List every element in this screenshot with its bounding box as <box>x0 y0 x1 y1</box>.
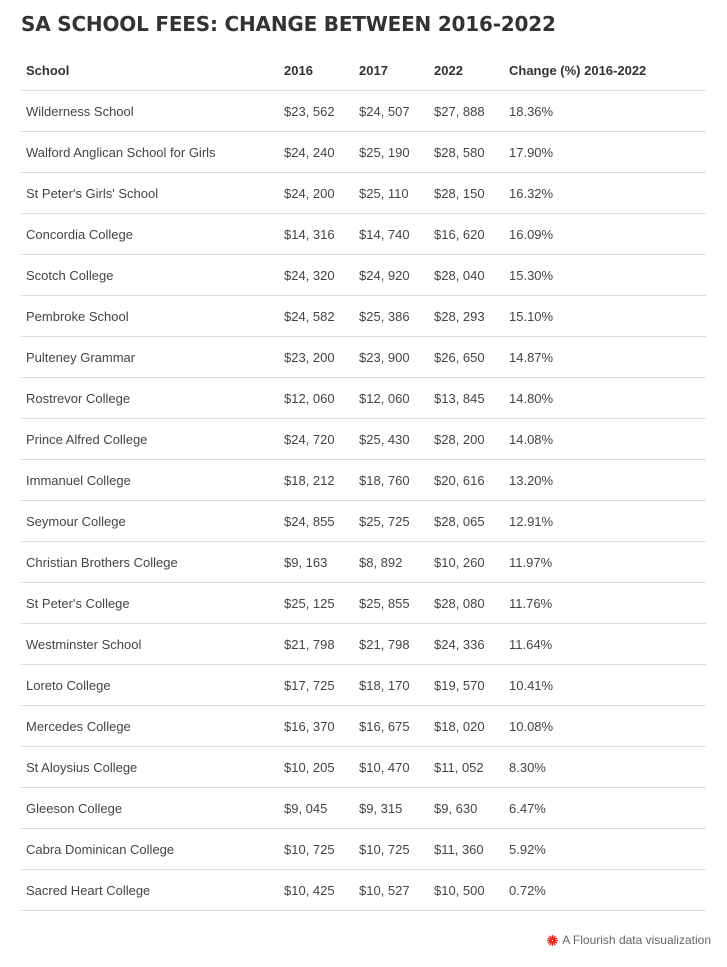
table-row <box>21 665 706 706</box>
fee-2016-cell: $24, 240 <box>279 132 354 173</box>
school-name-cell: Concordia College <box>21 214 279 255</box>
table-row <box>21 870 706 911</box>
table-row <box>21 501 706 542</box>
school-name-cell: Walford Anglican School for Girls <box>21 132 279 173</box>
fee-2017-cell: $18, 170 <box>354 665 429 706</box>
fee-2016-cell: $18, 212 <box>279 460 354 501</box>
fee-2022-cell: $16, 620 <box>429 214 504 255</box>
school-name-cell: Pulteney Grammar <box>21 337 279 378</box>
flourish-logo-icon <box>547 935 558 946</box>
fees-table <box>21 50 706 911</box>
fee-2016-cell: $14, 316 <box>279 214 354 255</box>
fee-2016-cell: $23, 562 <box>279 91 354 132</box>
fee-2016-cell: $24, 582 <box>279 296 354 337</box>
change-percent-cell: 10.08% <box>504 706 706 747</box>
change-percent-cell: 14.08% <box>504 419 706 460</box>
school-name-cell: St Peter's College <box>21 583 279 624</box>
fee-2016-cell: $25, 125 <box>279 583 354 624</box>
table-row <box>21 747 706 788</box>
column-header-change: Change (%) 2016-2022 <box>504 50 706 91</box>
fee-2017-cell: $24, 920 <box>354 255 429 296</box>
fee-2022-cell: $28, 080 <box>429 583 504 624</box>
column-header-2017: 2017 <box>354 50 429 91</box>
table-row <box>21 460 706 501</box>
fee-2017-cell: $9, 315 <box>354 788 429 829</box>
school-name-cell: Seymour College <box>21 501 279 542</box>
fee-2017-cell: $24, 507 <box>354 91 429 132</box>
change-percent-cell: 11.97% <box>504 542 706 583</box>
fee-2017-cell: $25, 190 <box>354 132 429 173</box>
fee-2022-cell: $28, 580 <box>429 132 504 173</box>
school-name-cell: Immanuel College <box>21 460 279 501</box>
fee-2017-cell: $25, 725 <box>354 501 429 542</box>
table-row <box>21 583 706 624</box>
fee-2016-cell: $12, 060 <box>279 378 354 419</box>
school-name-cell: Rostrevor College <box>21 378 279 419</box>
school-name-cell: Westminster School <box>21 624 279 665</box>
fee-2022-cell: $18, 020 <box>429 706 504 747</box>
table-row <box>21 91 706 132</box>
table-row <box>21 214 706 255</box>
attribution-text: A Flourish data visualization <box>562 933 711 947</box>
fee-2017-cell: $25, 110 <box>354 173 429 214</box>
school-name-cell: Prince Alfred College <box>21 419 279 460</box>
table-body <box>21 91 706 911</box>
fee-2016-cell: $9, 163 <box>279 542 354 583</box>
fee-2022-cell: $11, 360 <box>429 829 504 870</box>
table-row <box>21 337 706 378</box>
change-percent-cell: 16.32% <box>504 173 706 214</box>
school-name-cell: Wilderness School <box>21 91 279 132</box>
fee-2016-cell: $24, 855 <box>279 501 354 542</box>
fee-2022-cell: $28, 293 <box>429 296 504 337</box>
fee-2022-cell: $9, 630 <box>429 788 504 829</box>
table-row <box>21 542 706 583</box>
table-header-row <box>21 50 706 91</box>
table-row <box>21 296 706 337</box>
fee-2022-cell: $13, 845 <box>429 378 504 419</box>
change-percent-cell: 13.20% <box>504 460 706 501</box>
fee-2017-cell: $10, 725 <box>354 829 429 870</box>
fee-2022-cell: $27, 888 <box>429 91 504 132</box>
fee-2017-cell: $21, 798 <box>354 624 429 665</box>
fee-2016-cell: $24, 320 <box>279 255 354 296</box>
table-row <box>21 255 706 296</box>
fee-2022-cell: $26, 650 <box>429 337 504 378</box>
fee-2022-cell: $10, 500 <box>429 870 504 911</box>
fee-2017-cell: $18, 760 <box>354 460 429 501</box>
change-percent-cell: 15.30% <box>504 255 706 296</box>
change-percent-cell: 6.47% <box>504 788 706 829</box>
fee-2016-cell: $17, 725 <box>279 665 354 706</box>
fee-2022-cell: $11, 052 <box>429 747 504 788</box>
table-row <box>21 419 706 460</box>
fee-2022-cell: $10, 260 <box>429 542 504 583</box>
school-name-cell: Mercedes College <box>21 706 279 747</box>
change-percent-cell: 14.87% <box>504 337 706 378</box>
change-percent-cell: 14.80% <box>504 378 706 419</box>
change-percent-cell: 17.90% <box>504 132 706 173</box>
fee-2017-cell: $8, 892 <box>354 542 429 583</box>
school-name-cell: St Peter's Girls' School <box>21 173 279 214</box>
fee-2016-cell: $24, 720 <box>279 419 354 460</box>
school-name-cell: St Aloysius College <box>21 747 279 788</box>
fee-2022-cell: $28, 150 <box>429 173 504 214</box>
school-name-cell: Loreto College <box>21 665 279 706</box>
fee-2017-cell: $10, 470 <box>354 747 429 788</box>
fee-2017-cell: $25, 855 <box>354 583 429 624</box>
fee-2017-cell: $25, 386 <box>354 296 429 337</box>
fee-2022-cell: $28, 065 <box>429 501 504 542</box>
fee-2017-cell: $12, 060 <box>354 378 429 419</box>
school-name-cell: Christian Brothers College <box>21 542 279 583</box>
table-row <box>21 829 706 870</box>
change-percent-cell: 15.10% <box>504 296 706 337</box>
fee-2017-cell: $25, 430 <box>354 419 429 460</box>
change-percent-cell: 16.09% <box>504 214 706 255</box>
school-name-cell: Scotch College <box>21 255 279 296</box>
change-percent-cell: 5.92% <box>504 829 706 870</box>
flourish-attribution[interactable] <box>547 933 711 947</box>
change-percent-cell: 12.91% <box>504 501 706 542</box>
fee-2016-cell: $10, 725 <box>279 829 354 870</box>
fee-2016-cell: $10, 425 <box>279 870 354 911</box>
change-percent-cell: 18.36% <box>504 91 706 132</box>
fee-2022-cell: $28, 200 <box>429 419 504 460</box>
school-name-cell: Sacred Heart College <box>21 870 279 911</box>
fees-table-container <box>21 50 706 911</box>
change-percent-cell: 10.41% <box>504 665 706 706</box>
column-header-school: School <box>21 50 279 91</box>
table-row <box>21 706 706 747</box>
fee-2022-cell: $24, 336 <box>429 624 504 665</box>
fee-2016-cell: $9, 045 <box>279 788 354 829</box>
fee-2022-cell: $28, 040 <box>429 255 504 296</box>
fee-2022-cell: $20, 616 <box>429 460 504 501</box>
table-row <box>21 132 706 173</box>
fee-2016-cell: $24, 200 <box>279 173 354 214</box>
table-row <box>21 173 706 214</box>
change-percent-cell: 11.76% <box>504 583 706 624</box>
fee-2016-cell: $16, 370 <box>279 706 354 747</box>
fee-2016-cell: $21, 798 <box>279 624 354 665</box>
fee-2017-cell: $14, 740 <box>354 214 429 255</box>
fee-2022-cell: $19, 570 <box>429 665 504 706</box>
fee-2017-cell: $16, 675 <box>354 706 429 747</box>
table-row <box>21 378 706 419</box>
change-percent-cell: 11.64% <box>504 624 706 665</box>
table-row <box>21 788 706 829</box>
change-percent-cell: 0.72% <box>504 870 706 911</box>
fee-2017-cell: $10, 527 <box>354 870 429 911</box>
fee-2016-cell: $10, 205 <box>279 747 354 788</box>
page-title: SA SCHOOL FEES: CHANGE BETWEEN 2016-2022 <box>21 12 556 36</box>
school-name-cell: Pembroke School <box>21 296 279 337</box>
fee-2017-cell: $23, 900 <box>354 337 429 378</box>
school-name-cell: Gleeson College <box>21 788 279 829</box>
table-row <box>21 624 706 665</box>
fee-2016-cell: $23, 200 <box>279 337 354 378</box>
school-name-cell: Cabra Dominican College <box>21 829 279 870</box>
column-header-2022: 2022 <box>429 50 504 91</box>
change-percent-cell: 8.30% <box>504 747 706 788</box>
column-header-2016: 2016 <box>279 50 354 91</box>
